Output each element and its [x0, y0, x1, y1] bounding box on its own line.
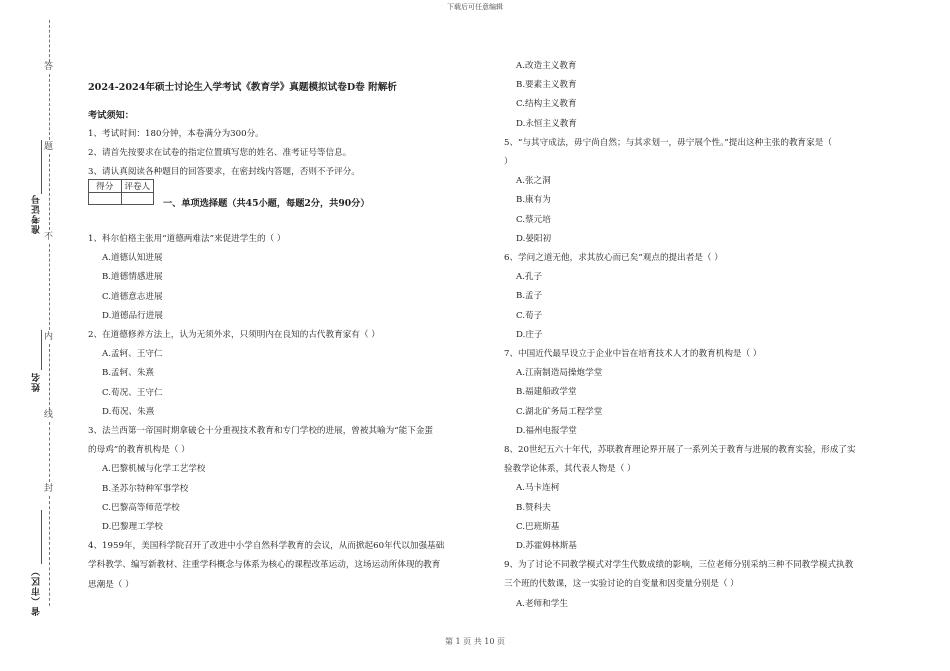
answer-option: D.道德品行进展 — [102, 310, 163, 321]
question-text: 9、为了讨论不同教学模式对学生代数成绩的影响，三位老师分别采纳三种不同教学模式执教 — [504, 560, 854, 571]
answer-option: A.张之洞 — [516, 176, 551, 187]
score-header: 得分 — [89, 180, 122, 193]
margin-char: 内 — [44, 332, 54, 342]
notice-item: 3、请认真阅读各种题目的回答要求，在密封线内答题，否则不予评分。 — [88, 167, 360, 177]
question-text: ） — [504, 157, 513, 167]
question-text: 6、学问之道无他，求其放心而已矣”观点的提出者是（ ） — [504, 253, 723, 263]
answer-option: A.孔子 — [516, 272, 543, 283]
answer-option: D.福州电报学堂 — [516, 425, 577, 436]
margin-char: 封 — [44, 484, 54, 494]
question-text: 8、20世纪五六十年代，苏联教育理论界开展了一系列关于教育与进展的教育实验，形成了实 — [504, 445, 856, 455]
question-text: 学科教学、编写新教材、注重学科概念与体系为核心的课程改革运动，这场运动所体现的教育 — [88, 560, 441, 571]
answer-option: B.赞科夫 — [516, 502, 551, 513]
margin-char: 题 — [44, 142, 54, 152]
answer-option: B.康有为 — [516, 195, 551, 206]
answer-option: B.圣苏尔特种军事学校 — [102, 483, 189, 494]
answer-option: A.道德认知进展 — [102, 253, 163, 264]
margin-char: 答 — [44, 62, 54, 72]
grader-cell — [121, 193, 154, 205]
answer-option: D.永恒主义教育 — [516, 118, 577, 129]
top-note: 下载后可任意编辑 — [447, 3, 503, 11]
answer-option: D.晏阳初 — [516, 233, 552, 244]
answer-option: A.改造主义教育 — [516, 61, 577, 71]
answer-option: C.荀子 — [516, 310, 543, 321]
answer-option: B.道德情感进展 — [102, 272, 163, 283]
fill-line — [41, 330, 42, 370]
question-text: 1、科尔伯格主张用“道德两难法”来促进学生的（ ） — [88, 234, 286, 244]
answer-option: C.荀况、王守仁 — [102, 387, 163, 398]
answer-option: B.要素主义教育 — [516, 80, 577, 91]
seal-dashed-line — [49, 344, 50, 410]
exam-number-label: 准考证号 — [32, 194, 42, 234]
province-label: 省（市区） — [32, 566, 42, 616]
notice-item: 2、请首先按要求在试卷的指定位置填写您的姓名、准考证号等信息。 — [88, 148, 352, 158]
answer-option: D.荀况、朱熹 — [102, 406, 155, 417]
grader-header: 评卷人 — [121, 180, 154, 193]
answer-option: C.巴班斯基 — [516, 521, 560, 532]
answer-option: A.巴黎机械与化学工艺学校 — [102, 464, 206, 475]
seal-dashed-line — [49, 422, 50, 482]
question-text: 7、中国近代最早设立于企业中旨在培育技术人才的教育机构是（ ） — [504, 349, 762, 359]
answer-option: A.孟轲、王守仁 — [102, 349, 163, 360]
answer-option: B.福建船政学堂 — [516, 387, 577, 398]
name-label: 姓名 — [32, 372, 42, 392]
answer-option: A.江南制造局操炮学堂 — [516, 368, 603, 379]
answer-option: C.结构主义教育 — [516, 99, 577, 110]
answer-option: C.巴黎高等师范学校 — [102, 502, 180, 513]
section-title: 一、单项选择题（共45小题，每题2分，共90分） — [163, 198, 370, 209]
question-text: 思潮是（ ） — [88, 579, 134, 590]
notice-item: 1、考试时间：180分钟，本卷满分为300分。 — [88, 129, 264, 139]
question-text: 验教学论体系，其代表人物是（ ） — [504, 464, 636, 475]
score-box — [88, 179, 154, 205]
notice-title: 考试须知： — [88, 110, 134, 121]
answer-option: C.蔡元培 — [516, 214, 551, 225]
seal-dashed-line — [49, 496, 50, 606]
answer-option: D.庄子 — [516, 329, 543, 340]
page-footer: 第 1 页 共 10 页 — [445, 637, 505, 646]
score-cell — [89, 193, 122, 205]
question-text: 2、在道德修养方法上，认为无须外求，只须明内在良知的古代教育家有（ ） — [88, 330, 380, 340]
answer-option: B.孟子 — [516, 291, 543, 302]
question-text: 3、法兰西第一帝国时期拿破仑十分重视技术教育和专门学校的进展，曾被其喻为“能下金蛋 — [88, 426, 434, 436]
question-text: 的母鸡”的教育机构是（ ） — [88, 445, 190, 456]
fill-line — [41, 140, 42, 194]
fill-line — [41, 510, 42, 564]
answer-option: B.孟轲、朱熹 — [102, 368, 155, 379]
question-text: 4、1959年，美国科学院召开了改进中小学自然科学教育的会议，从而掀起60年代以加强基础 — [88, 541, 445, 552]
answer-option: A.老师和学生 — [516, 598, 568, 609]
answer-option: A.马卡连柯 — [516, 483, 560, 494]
answer-option: D.苏霍姆林斯基 — [516, 541, 577, 551]
answer-option: C.道德意志进展 — [102, 291, 163, 302]
question-text: 5、“与其守成法，毋宁尚自然；与其求划一，毋宁展个性。”提出这种主张的教育家是（ — [504, 137, 832, 148]
seal-dashed-line — [49, 154, 50, 230]
seal-dashed-line — [49, 74, 50, 140]
seal-dashed-line — [49, 20, 50, 62]
binding-margin — [0, 0, 80, 671]
exam-title: 2024-2024年硕士讨论生入学考试《教育学》真题模拟试卷D卷 附解析 — [88, 82, 397, 93]
margin-char: 不 — [44, 232, 54, 242]
margin-char: 线 — [44, 410, 54, 420]
seal-dashed-line — [49, 244, 50, 330]
answer-option: C.湖北矿务局工程学堂 — [516, 406, 603, 417]
question-text: 三个班的代数课，这一实验讨论的自变量和因变量分别是（ ） — [504, 579, 739, 590]
answer-option: D.巴黎理工学校 — [102, 522, 163, 532]
